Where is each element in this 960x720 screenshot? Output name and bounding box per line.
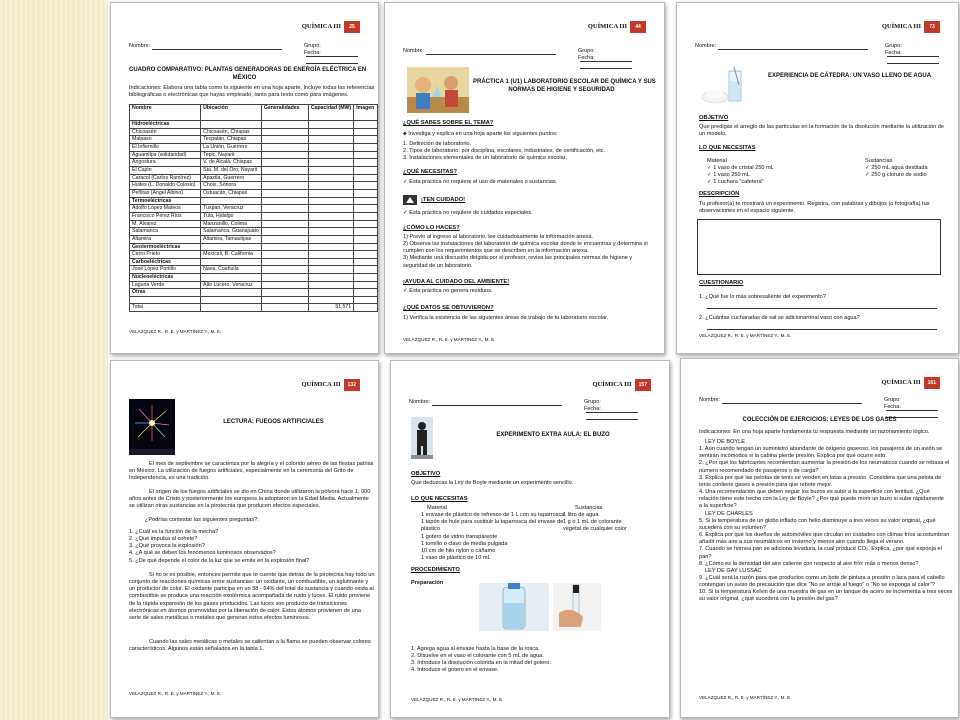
table-cell [261,235,308,243]
table-cell: Termoeléctricas [130,197,201,205]
page-header: QUÍMICA III 44 [588,21,646,33]
table-cell: Altamira, Tamaulipas [201,235,262,243]
section-heading: LO QUE NECESITAS [411,496,468,502]
materials-list: Material 1 envase de plástico de refresco de 1 L con su taparrosca 1 tapón de hule para sustituir la taparrosca del envase de plástico 1 gotero de vidrio transparente 1 tornillo o clavo de media pulgada 10 cm de hilo nylon o cáñamo 1 vaso de plástico de 10 mL [421,505,565,562]
table-cell [354,151,378,159]
table-row [130,251,378,259]
table-cell [354,243,378,251]
table-cell: Adolfo López Mateos [130,205,201,213]
table-cell [201,258,262,266]
table-cell: Chicoasén [130,128,201,136]
table-cell [354,159,378,167]
document-page-161[interactable] [680,358,959,718]
table-cell [308,166,353,174]
table-cell [261,303,308,311]
table-cell [354,182,378,190]
hand-dropper-photo [553,583,601,631]
section-text: ✓ Esta práctica no requiere de cuidados especiales. [403,210,533,216]
table-cell [308,151,353,159]
substances-list: Sustancias ✓ 250 mL agua destilada ✓ 250 g cloruro de sodio [865,158,928,179]
page-number-badge: 44 [630,21,646,33]
page-footer: VELAZQUEZ R., R. E. y MARTÍNEZ Y., M. E. [403,337,496,342]
section-text: Que deduzcas la Ley de Boyle mediante un experimento sencillo. [411,480,574,486]
table-row [130,212,378,220]
table-cell [261,251,308,259]
table-cell [261,258,308,266]
table-cell [354,266,378,274]
table-cell [201,121,262,129]
document-page-44[interactable] [384,2,665,354]
column-header: Ubicación [201,105,262,121]
table-cell [261,121,308,129]
table-cell [261,197,308,205]
table-cell: Sta. M. del Oro, Nayarit [201,166,262,174]
table-category-row [130,289,378,297]
table-cell [308,251,353,259]
section-heading: CUESTIONARIO [699,280,744,286]
table-row [130,303,378,311]
table-cell [308,281,353,289]
instructions: Indicaciones: En una hoja aparte fundamenta tu respuesta mediante un razonamiento lógico. [699,429,930,435]
procedure-steps: 1. Agrega agua al envase hasta la base de la rosca. 2. Disuelve en el vaso el colorante con 5 mL de agua. 3. Introduce la disolución colorida en la mitad del gotero. 4. Introduce el gotero en el envase. [411,646,551,674]
page-title: PRÁCTICA 1 (U1) LABORATORIO ESCOLAR DE QUÍMICA Y SUS NORMAS DE HIGIENE Y SEGURIDAD [473,79,656,93]
table-cell [308,189,353,197]
document-page-73[interactable] [676,2,959,354]
table-cell: Tepic, Nayarit [201,151,262,159]
page-title: COLECCIÓN DE EJERCICIOS: LEYES DE LOS GASES [742,417,897,423]
section-heading: PROCEDIMIENTO [411,567,460,573]
table-cell: Tecpatán, Chiapas [201,136,262,144]
table-cell: Carboeléctricas [130,258,201,266]
page-number-badge: 132 [344,379,360,391]
table-cell: Manzanillo, Colima [201,220,262,228]
table-cell: Cerro Prieto [130,251,201,259]
student-form: Nombre: Grupo: Fecha: [129,43,356,50]
column-header: Capacidad (MW) [308,105,353,121]
page-title: CUADRO COMPARATIVO: PLANTAS GENERADORAS DE ENERGÍA ELÉCTRICA EN MÉXICO [129,67,367,81]
reading-paragraph: Si no te es posible, entonces permite que te cuente que detrás de la pirotecnia hay todo un conjunto de reacciones químicas entre sustancias: un oxidante, un combustible, un aglutinante y un productor de color. El oxidante participa en un 38 - 64% del total de sustancia y cuando oxida al combustible se produce una reacción exotérmica acompañada de ruido y luces. El ruido proviene de la rápida expansión de los gases producidos. Las luces son producto de transiciones electrónicas en átomos promovidas por la liberación de calor. Estos átomos provienen de una serie de sales metálicas o metales que generan estos efectos luminosos. [129,572,375,621]
laboratory-illustration [407,67,469,113]
section-heading: ¿QUÉ NECESITAS? [403,169,458,175]
table-category-row [130,121,378,129]
table-cell [308,228,353,236]
table-cell [261,297,308,304]
question-list: 1. ¿Cuál es la función de la mecha? 2. ¿Qué impulsa al cohete? 3. ¿Qué provoca la explosión? 4. ¿A qué se deben los fenómenos luminosos observados? 5. ¿De qué depende el color de la luz que se emite en la explosión final? [129,529,310,564]
table-cell: La Unión, Guerrero [201,143,262,151]
reading-paragraph: Cuando las sales metálicas o metales se calientan a la flama se pueden observar colores característicos. Algunos están señalados en la tabla 1. [129,639,371,653]
student-form: Nombre: Grupo: Fecha: [403,48,642,55]
table-row [130,189,378,197]
fireworks-image [129,399,175,455]
table-cell [354,197,378,205]
table-cell [261,266,308,274]
page-title: LECTURA: FUEGOS ARTIFICIALES [223,419,324,425]
glass-of-water-image [701,67,745,105]
table-cell: Huites (L. Donaldo Colosio) [130,182,201,190]
table-cell [261,136,308,144]
instructions: Indicaciones: Elabora una tabla como la siguiente en una hoja aparte. Incluye todas las referencias bibliográficas o electrónicas que hayas empleado, tanto para texto como para imágenes. [129,85,375,99]
table-row [130,151,378,159]
table-row [130,228,378,236]
table-cell: Aguamilpa (solidaridad) [130,151,201,159]
page-number-badge: 73 [924,21,940,33]
table-cell [201,197,262,205]
column-header: Nombre [130,105,201,121]
table-cell: Geotermoeléctricas [130,243,201,251]
page-footer: VELAZQUEZ R., R. E. y MARTÍNEZ Y., M. E. [699,333,792,338]
table-cell [261,220,308,228]
table-row [130,136,378,144]
student-form: Nombre: Grupo: Fecha: [695,43,936,50]
table-cell [354,235,378,243]
student-form: Nombre: Grupo: Fecha: [409,399,647,406]
student-form: Nombre: Grupo: Fecha: [699,397,936,404]
page-number-badge: 161 [924,377,940,389]
table-row [130,297,378,304]
table-cell [308,143,353,151]
section-heading: OBJETIVO [411,471,441,477]
table-row [130,235,378,243]
table-cell [354,228,378,236]
warning-icon [403,195,417,205]
table-cell [354,281,378,289]
table-cell [261,151,308,159]
table-cell: Peñitas (Ángel Albino) [130,189,201,197]
page-footer: VELAZQUEZ R., R. E. y MARTÍNEZ Y., M. E. [411,697,504,702]
section-text: 1) Verifica la existencia de las siguientes áreas de trabajo de tu laboratorio escolar. [403,315,609,321]
table-cell: Altamira [130,235,201,243]
table-cell [261,189,308,197]
table-cell [354,174,378,182]
power-plant-table [129,104,378,312]
table-cell [354,121,378,129]
table-cell [201,289,262,297]
table-cell [354,128,378,136]
document-page-132[interactable] [110,360,379,718]
table-cell [354,212,378,220]
table-cell [308,174,353,182]
section-text: ✓ Esta práctica no requiere el uso de materiales o sustancias. [403,179,558,185]
table-cell [261,143,308,151]
table-category-row [130,243,378,251]
page-number-badge: 157 [635,379,651,391]
table-cell [261,228,308,236]
table-cell: V. de Alcalá, Chiapas [201,159,262,167]
reading-paragraph: El origen de los fuegos artificiales se dio en China donde utilizaron la pólvora hace 1, 000 años antes de Cristo y posteriormente los europeos la adoptaron en la Edad Media. Actualmente se utilizan otras sustancias en la pirotecnia que producen efectos especiales. [129,489,371,510]
table-cell [354,274,378,282]
section-heading: ¡AYUDA AL CUIDADO DEL AMBIENTE! [403,279,510,285]
table-cell [354,220,378,228]
table-cell [201,243,262,251]
table-cell: Angostura [130,159,201,167]
table-cell: Total [130,303,201,311]
table-category-row [130,274,378,282]
page-header: QUÍMICA III 157 [592,379,651,391]
question-intro: ¿Podrías contestar las siguientes preguntas?: [145,517,259,523]
table-cell [308,258,353,266]
table-cell [354,205,378,213]
table-cell [261,159,308,167]
table-cell: Hidroeléctricas [130,121,201,129]
table-row [130,174,378,182]
table-cell [261,274,308,282]
table-cell [130,297,201,304]
table-row [130,220,378,228]
table-cell [308,197,353,205]
table-cell [261,174,308,182]
table-cell [308,297,353,304]
table-cell [308,205,353,213]
table-row [130,266,378,274]
section-text: Tu profesor(a) te mostrará un experimento. Registra, con palabras y dibujos (o fotografía) tus observaciones en el espacio siguiente. [699,201,930,215]
section-text: Que predigas el arreglo de las partículas en la formación de la disolución mediante la utilización de un modelo. [699,124,945,138]
page-title: EXPERIENCIA DE CÁTEDRA: UN VASO LLENO DE AGUA [767,73,932,79]
section-heading: DESCRIPCIÓN [699,191,740,197]
table-cell [308,220,353,228]
table-cell [308,235,353,243]
table-cell: Mexicali, B. California [201,251,262,259]
observation-box[interactable] [697,219,941,275]
table-cell: Ostuacán, Chiapas [201,189,262,197]
section-heading: ¡TEN CUIDADO! [421,197,466,203]
table-cell [201,303,262,311]
reading-paragraph: El mes de septiembre se caracteriza por la alegría y el colorido aéreo de las fiestas patrias en México. La utilización de fuegos artificiales, especialmente en la ceremonia del Grito de Independencia, es una tradición. [129,461,374,482]
table-row [130,159,378,167]
table-cell: Salamanca [130,228,201,236]
page-footer: VELAZQUEZ R., R. E. y MARTÍNEZ Y., M. E. [129,329,222,334]
table-cell: M. Álvarez [130,220,201,228]
table-cell [201,297,262,304]
table-cell: El Infiernillo [130,143,201,151]
table-cell [308,274,353,282]
table-cell [308,266,353,274]
table-cell [261,182,308,190]
table-cell [308,212,353,220]
table-cell: Otras [130,289,201,297]
exercise-list: LEY DE BOYLE 1. Aún cuando tengan un suministro abundante de oxígeno gaseoso, los pasajeros de un avión se sentirán incómodos si la cabina pierde presión. Explica por qué ocurre esto. 2. ¿Por qué los fabricantes recomiendan aumentar la presión de los neumáticos cuando se rebasa el número recomendado de pasajeros o de carga? 3. Explica por qué las pelotas de tenis se venden en latas a presión. Considera que una pelota de tenis contiene gases a presión para que rebote mejor. 4. Una recomendación que deben seguir los buzos es subir a la superficie con lentitud. ¿Qué relación tiene este hecho con la Ley de Boyle? ¿Por qué puede morir un buzo si sube rápidamente a la superficie? LEY DE CHARLES 5. Si la temperatura de un globo inflado con helio disminuye a tres veces su valor original, ¿qué sucederá con su volumen? 6. Explica por qué los dueños de automóviles que circulan en ciudades con climas fríos acostumbran añadir más aire a sus neumáticos en invierno y menos aire cuando llega el verano. 7. Cuando se hornea pan se adiciona levadura, la cual produce CO₂. Explica, ¿por qué esponja el pan? 8. ¿Cómo es la densidad del aire caliente con respecto al aire frío: más o menos denso? LEY DE GAY LUSSAC 9. ¿Cuál será la razón para que productos como un bote de pintura a presión o laca para el cabello contengan un aviso de precaución que dice "No se arroje al fuego" o "No se exponga al calor"? 10. Si la temperatura Kelvin de una muestra de gas en un tanque de acero se incrementa a tres veces su valor original, ¿qué sucederá con la presión del gas? [699,439,953,603]
table-category-row [130,258,378,266]
table-cell [308,182,353,190]
section-heading: ¿QUÉ DATOS SE OBTUVIERON? [403,305,494,311]
table-cell [261,243,308,251]
page-footer: VELAZQUEZ R., R. E. y MARTÍNEZ Y., M. E. [129,691,222,696]
table-cell: Nucleoeléctricas [130,274,201,282]
table-cell: El Cajón [130,166,201,174]
section-text: ✓ Esta práctica no genera residuos. [403,288,493,294]
page-number-badge: 25 [344,21,360,33]
table-cell: Caracol (Carlos Ramírez) [130,174,201,182]
table-cell: Apaxtla, Guerrero [201,174,262,182]
bottle-photo [479,583,549,631]
section-text: 1) Previo al ingreso al laboratorio, lee cuidadosamente la información anexa. 2) Observa las instalaciones del laboratorio de química escolar donde te encuentras y determina si cumplen con los requerimientos que se describen en la información anexa. 3) Mediante una discusión dirigida por el profesor, revisa las principales normas de higiene y seguridad de un laboratorio. [403,234,648,269]
table-cell [308,136,353,144]
table-cell: Salamanca, Guanajuato [201,228,262,236]
table-cell [354,251,378,259]
subsection-heading: Preparación [411,580,444,586]
column-header: Generalidades [261,105,308,121]
table-cell: Tuxpan, Veracruz [201,205,262,213]
page-header: QUÍMICA III 132 [301,379,360,391]
table-cell: Chicoasén, Chiapas [201,128,262,136]
table-row [130,128,378,136]
table-cell [261,205,308,213]
table-cell: Francisco Pérez Ríos [130,212,201,220]
table-cell [354,297,378,304]
table-cell [308,121,353,129]
document-page-25[interactable] [110,2,379,354]
table-row [130,182,378,190]
materials-list: Material ✓ 1 vaso de cristal 250 mL ✓ 1 vaso 250 mL ✓ 1 cuchara "cafetera" [707,158,774,186]
table-cell [261,289,308,297]
section-heading: LO QUE NECESITAS [699,145,756,151]
table-cell: 51,571 [308,303,353,311]
table-cell [354,258,378,266]
table-cell [354,166,378,174]
table-cell [354,189,378,197]
page-footer: VELAZQUEZ R., R. E. y MARTÍNEZ Y., M. E. [699,695,792,700]
table-cell [261,128,308,136]
page-title: EXPERIMENTO EXTRA AULA: EL BUZO [496,432,610,438]
table-category-row [130,197,378,205]
table-cell: Laguna Verde [130,281,201,289]
table-cell [354,289,378,297]
column-header: Imagen [354,105,378,121]
document-page-157[interactable] [390,360,670,718]
table-cell [261,212,308,220]
table-cell [354,303,378,311]
table-row [130,281,378,289]
table-row [130,166,378,174]
table-cell: Nava, Coahuila [201,266,262,274]
table-cell [308,289,353,297]
question-list: 1. ¿Qué fue lo más sobresaliente del experimento? 2. ¿Cuántas cucharadas de sal se adicionaronal vaso con agua? [699,294,939,330]
table-cell [354,136,378,144]
table-cell: Alto Lucero, Veracruz [201,281,262,289]
table-cell [261,281,308,289]
table-cell [201,274,262,282]
table-row [130,143,378,151]
table-cell [354,143,378,151]
table-cell: Choix, Sonora [201,182,262,190]
table-cell [308,159,353,167]
page-header: QUÍMICA III 73 [882,21,940,33]
section-heading: ¿CÓMO LO HACES? [403,225,460,231]
table-row [130,205,378,213]
decorative-background-stripe [0,0,108,720]
table-cell: Tula, Hidalgo [201,212,262,220]
table-cell: José López Portillo [130,266,201,274]
table-cell [308,128,353,136]
diver-image [411,417,433,459]
section-heading: ¿QUÉ SABES SOBRE EL TEMA? [403,120,494,126]
page-header: QUÍMICA III 161 [881,377,940,389]
substances-list: Sustancias 1 litro de agua 1 g o 1 mL de colorante vegetal de cualquier color [563,505,627,533]
section-text: ♣ Investiga y explica en una hoja aparte los siguientes puntos: 1. Definición de laboratorio. 2. Tipos de laboratorio: por disciplina, escolares, industriales, de certificación, etc. 3. Instalaciones elementales de un laboratorio de química escolar. [403,131,606,162]
table-cell: Malpaso [130,136,201,144]
table-cell [261,166,308,174]
section-heading: OBJETIVO [699,115,729,121]
page-header: QUÍMICA III 25 [302,21,360,33]
table-cell [308,243,353,251]
